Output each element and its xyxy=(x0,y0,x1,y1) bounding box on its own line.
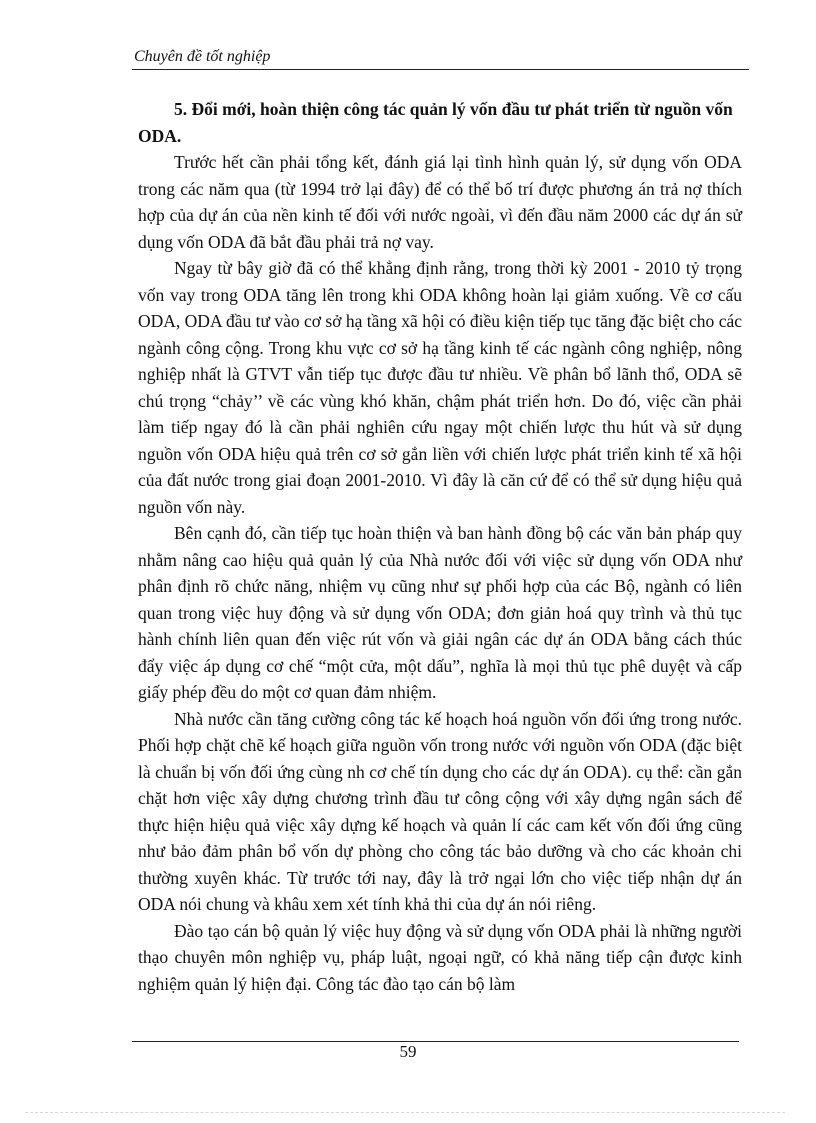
paragraph-1: Trước hết cần phải tổng kết, đánh giá lại tình hình quản lý, sử dụng vốn ODA trong các năm qua (từ 1994 trở lại đây) để có thể bố trí được phương án trả nợ thích hợp của dự án của nền kinh tế đối với nước ngoài, vì đến đầu năm 2000 các dự án sử dụng vốn ODA đã bắt đầu phải trả nợ vay. xyxy=(138,152,742,252)
header-rule xyxy=(132,69,749,70)
section-heading: 5. Đổi mới, hoàn thiện công tác quản lý vốn đầu tư phát triển từ nguồn vốn ODA. xyxy=(138,99,733,146)
paragraph-5: Đào tạo cán bộ quản lý việc huy động và sử dụng vốn ODA phải là những người thạo chuyên môn nghiệp vụ, pháp luật, ngoại ngữ, có khả năng tiếp cận được kinh nghiệm quản lý hiện đại. Công tác đào tạo cán bộ làm xyxy=(138,920,742,994)
paragraph-3: Bên cạnh đó, cần tiếp tục hoàn thiện và ban hành đồng bộ các văn bản pháp quy nhằm nâng cao hiệu quả quản lý của Nhà nước đối với việc sử dụng vốn ODA như phân định rõ chức năng, nhiệm vụ cũng như sự phối hợp của các Bộ, ngành có liên quan trong việc huy động và sử dụng vốn ODA; đơn giản hoá quy trình và thủ tục hành chính liên quan đến việc rút vốn và giải ngân các dự án ODA bằng cách thúc đẩy việc áp dụng cơ chế “một cửa, một dấu”, nghĩa là mọi thủ tục phê duyệt và cấp giấy phép đều do một cơ quan đảm nhiệm. xyxy=(138,523,742,702)
paragraph-4: Nhà nước cần tăng cường công tác kế hoạch hoá nguồn vốn đối ứng trong nước. Phối hợp chặt chẽ kế hoạch giữa nguồn vốn trong nước với nguồn vốn ODA (đặc biệt là chuẩn bị vốn đối ứng cùng nh cơ chế tín dụng cho các dự án ODA). cụ thể: cần gắn chặt hơn việc xây dựng chương trình đầu tư công cộng với xây dựng ngân sách để thực hiện hiệu quả việc xây dựng kế hoạch và quản lí các cam kết vốn đối ứng cũng như bảo đảm phân bổ vốn dự phòng cho công tác bảo dưỡng và cho các khoản chi thường xuyên khác. Từ trước tới nay, đây là trở ngại lớn cho việc tiếp nhận dự án ODA nói chung và khâu xem xét tính khả thi của dự án nói riêng. xyxy=(138,708,742,914)
body-text xyxy=(138,96,742,997)
page-frame-edge xyxy=(25,1112,785,1113)
paragraph-2: Ngay từ bây giờ đã có thể khẳng định rằng, trong thời kỳ 2001 - 2010 tỷ trọng vốn vay trong ODA tăng lên trong khi ODA không hoàn lại giảm xuống. Về cơ cấu ODA, ODA đầu tư vào cơ sở hạ tầng xã hội có điều kiện tiếp tục tăng đặc biệt cho các ngành công cộng. Trong khu vực cơ sở hạ tầng kinh tế các ngành công nghiệp, nông nghiệp nhất là GTVT vẫn tiếp tục được đầu tư nhiều. Về phân bổ lãnh thổ, ODA sẽ chú trọng “chảy’’ về các vùng khó khăn, chậm phát triển hơn. Do đó, việc cần phải làm tiếp ngay đó là cần phải nghiên cứu ngay một chiến lược thu hút và sử dụng nguồn vốn ODA hiệu quả trên cơ sở gắn liền với chiến lược phát triển kinh tế xã hội của đất nước trong giai đoạn 2001-2010. Vì đây là căn cứ để có thể sử dụng hiệu quả nguồn vốn này. xyxy=(138,258,742,517)
running-header: Chuyên đề tốt nghiệp xyxy=(134,48,271,65)
page-number: 59 xyxy=(399,1042,417,1061)
